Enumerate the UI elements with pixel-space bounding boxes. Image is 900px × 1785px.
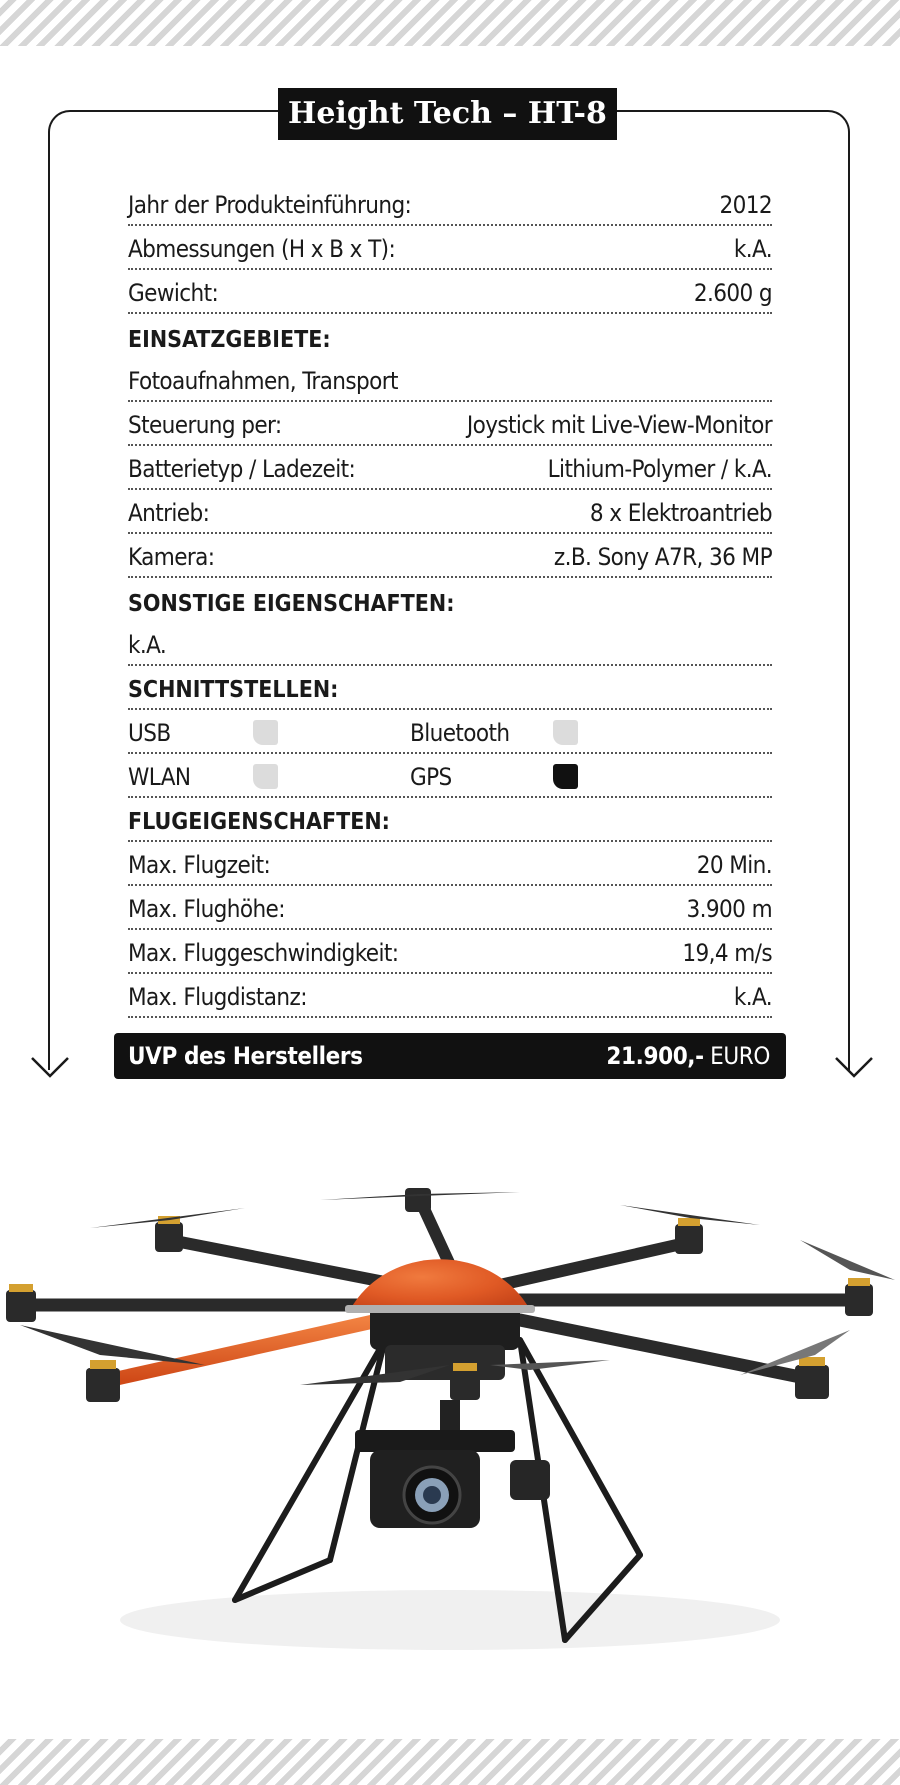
spec-row-steuerung [128, 402, 772, 446]
section-heading: SONSTIGE EIGENSCHAFTEN: [128, 591, 455, 617]
spec-value: 2.600 g [693, 279, 772, 307]
spec-row-jahr [128, 182, 772, 226]
section-heading-einsatzgebiete [128, 314, 772, 358]
spec-label: Max. Fluggeschwindigkeit: [128, 939, 399, 967]
spec-label: Steuerung per: [128, 411, 282, 439]
spec-value: 19,4 m/s [682, 939, 772, 967]
spec-label: k.A. [128, 631, 167, 659]
spec-row-kamera [128, 534, 772, 578]
spec-row-sonstige [128, 622, 772, 666]
price-bar [114, 1033, 786, 1079]
spec-value: 8 x Elektroantrieb [589, 499, 772, 527]
section-heading-sonstige [128, 578, 772, 622]
price-value [606, 1042, 770, 1070]
spec-value: Joystick mit Live-View-Monitor [466, 411, 772, 439]
spec-label: Fotoaufnahmen, Transport [128, 367, 398, 395]
spec-label: Gewicht: [128, 279, 219, 307]
spec-label: Abmessungen (H x B x T): [128, 235, 396, 263]
section-heading-flug [128, 798, 772, 842]
spec-value: k.A. [733, 235, 772, 263]
spec-label: Max. Flugzeit: [128, 851, 271, 879]
spec-value: Lithium-Polymer / k.A. [547, 455, 772, 483]
spec-row-antrieb [128, 490, 772, 534]
spec-label: Jahr der Produkteinführung: [128, 191, 412, 219]
section-heading: EINSATZGEBIETE: [128, 327, 331, 353]
spec-row-einsatzgebiete [128, 358, 772, 402]
spec-row-abmessungen [128, 226, 772, 270]
top-stripe-band [0, 0, 900, 46]
gps-checkbox-icon [553, 764, 578, 789]
spec-row-gewicht [128, 270, 772, 314]
interface-label-wlan: WLAN [128, 763, 191, 791]
bluetooth-checkbox-icon [553, 720, 578, 745]
down-arrow-icon [834, 1050, 874, 1080]
spec-row-geschwindigkeit [128, 930, 772, 974]
spec-value: 3.900 m [686, 895, 772, 923]
bottom-stripe-band [0, 1739, 900, 1785]
spec-row-flughoehe [128, 886, 772, 930]
price-amount: 21.900,- [606, 1042, 704, 1070]
spec-row-flugzeit [128, 842, 772, 886]
spec-label: Max. Flughöhe: [128, 895, 285, 923]
spec-label: Max. Flugdistanz: [128, 983, 307, 1011]
spec-value: z.B. Sony A7R, 36 MP [553, 543, 772, 571]
spec-row-distanz [128, 974, 772, 1018]
interface-label-usb: USB [128, 719, 171, 747]
spec-label: Batterietyp / Ladezeit: [128, 455, 356, 483]
drone-photo [0, 1160, 900, 1680]
down-arrow-icon [30, 1050, 70, 1080]
section-heading-schnittstellen [128, 666, 772, 710]
interface-row-usb-bluetooth [128, 710, 772, 754]
interface-label-gps: GPS [410, 763, 452, 791]
spec-value: 2012 [719, 191, 772, 219]
spec-table [128, 182, 772, 1018]
section-heading: FLUGEIGENSCHAFTEN: [128, 809, 390, 835]
interface-label-bluetooth: Bluetooth [410, 719, 510, 747]
interface-row-wlan-gps [128, 754, 772, 798]
wlan-checkbox-icon [253, 764, 278, 789]
spec-label: Antrieb: [128, 499, 210, 527]
spec-value: k.A. [733, 983, 772, 1011]
price-label: UVP des Herstellers [128, 1042, 363, 1070]
page-title: Height Tech – HT-8 [278, 88, 617, 140]
price-currency: EURO [710, 1042, 770, 1070]
spec-row-batterie [128, 446, 772, 490]
spec-label: Kamera: [128, 543, 215, 571]
usb-checkbox-icon [253, 720, 278, 745]
section-heading: SCHNITTSTELLEN: [128, 677, 339, 703]
spec-value: 20 Min. [696, 851, 772, 879]
